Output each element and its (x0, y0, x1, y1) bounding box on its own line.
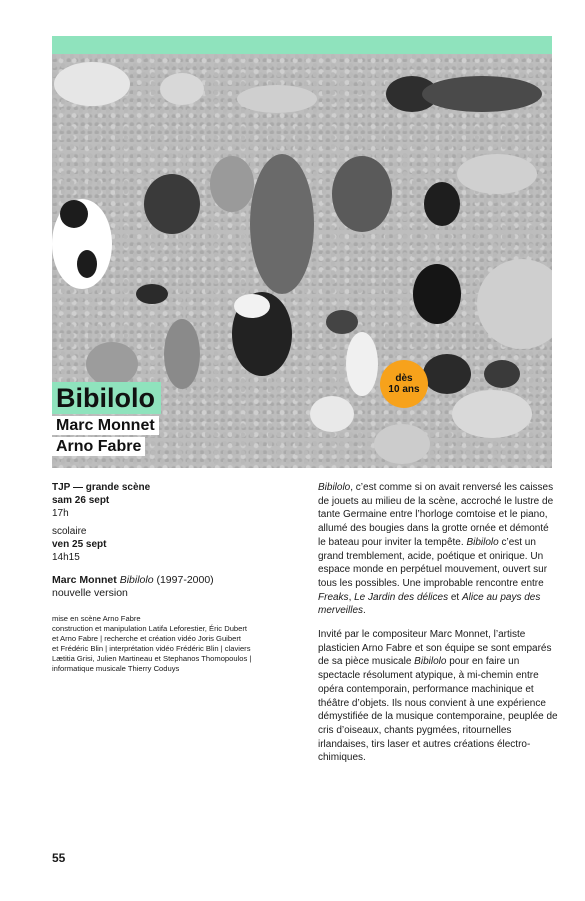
school-label: scolaire (52, 526, 87, 537)
date-public: sam 26 sept (52, 495, 110, 506)
credit-line: Lætitia Grisi, Julien Martineau et Stephanos Thomopoulos | (52, 654, 252, 663)
show-title: Bibilolo (52, 382, 161, 414)
time-public: 17h (52, 508, 69, 519)
description-paragraph: Bibilolo, c’est comme si on avait renversé les caisses de jouets au milieu de la scène, accroché le lustre de tante Germaine entre l’horloge comtoise et le piano, allumé des bougies dans la grotte ornée et démonté le bateau pour inviter la tempête. Bibilolo c’est un grand tremblement, acide, poétique et onirique. Un espace monde en perpétuel mouvement, ouvert sur tous les possibles. Une improbable rencontre entre Freaks, Le Jardin des délices et Alice au pays des merveilles. (318, 482, 554, 617)
piece-title: Bibilolo (119, 574, 154, 586)
hero-photo (52, 54, 552, 468)
credit-line: mise en scène Arno Fabre (52, 614, 141, 623)
age-badge-line: dès (395, 373, 413, 384)
age-badge-line: 10 ans (388, 384, 420, 395)
age-badge (380, 360, 428, 408)
version-note: nouvelle version (52, 587, 128, 599)
artist-name: Arno Fabre (52, 437, 145, 456)
credits (52, 614, 292, 674)
credit-line: construction et manipulation Latifa Leforestier, Éric Dubert (52, 624, 248, 633)
venue: TJP — grande scène (52, 482, 151, 493)
title-block (52, 382, 161, 456)
description-paragraph: Invité par le compositeur Marc Monnet, l’artiste plasticien Arno Fabre et son équipe se sont emparés de sa pièce musicale Bibilolo pour en faire un spectacle résolument atypique, à mi-chemin entre opéra contemporain, performance machinique et théâtre d’objets. Ils nous convient à une expérience démystifiée de la musique contemporaine, peuplée de cris d’oiseaux, chants pygmées, ritournelles irlandaises, tirs laser et autres créations électro-chimiques. (318, 629, 558, 764)
credit-line: et Frédéric Blin | interprétation vidéo Frédéric Blin | claviers (52, 644, 251, 653)
credit-line: et Arno Fabre | recherche et création vidéo Joris Guibert (52, 634, 241, 643)
composer-name: Marc Monnet (52, 574, 117, 586)
work-info (52, 574, 292, 600)
accent-band (52, 36, 552, 54)
description-column (318, 481, 558, 775)
credit-line: informatique musicale Thierry Coduys (52, 664, 180, 673)
page-number: 55 (52, 851, 66, 865)
artist-name: Marc Monnet (52, 416, 159, 435)
date-school: ven 25 sept (52, 539, 107, 550)
piece-years: (1997-2000) (156, 574, 214, 586)
time-school: 14h15 (52, 552, 80, 563)
info-column (52, 481, 292, 674)
